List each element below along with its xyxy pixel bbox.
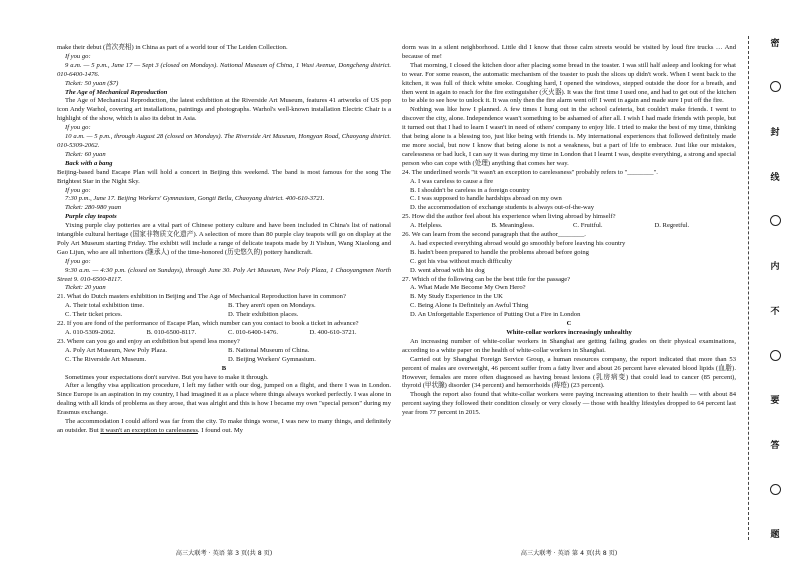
option[interactable]: D. Beijing Workers' Gymnasium. (228, 355, 316, 363)
right-column (402, 44, 736, 418)
event-heading: The Age of Mechanical Reproduction (65, 88, 168, 96)
option[interactable]: B. My Study Experience in the UK (410, 293, 503, 301)
seal-char: 封 (770, 127, 780, 138)
option[interactable]: D. the accommodation of exchange students is always out-of-the-way (410, 204, 595, 212)
option[interactable]: A. Poly Art Museum, New Poly Plaza. (65, 346, 168, 354)
paragraph: Beijing-based band Escape Plan will hold a concert in Beijing this weekend. The band is most famous for the song The Brightest Star in the Night Sky. (57, 168, 391, 185)
option[interactable]: A. I was careless to cause a fire (410, 177, 494, 185)
option[interactable]: B. National Museum of China. (228, 346, 310, 354)
option[interactable]: C. Their ticket prices. (65, 311, 123, 319)
option[interactable]: A. Their total exhibition time. (65, 302, 144, 310)
option[interactable]: A. Helpless. (410, 222, 443, 230)
seal-char: 密 (770, 39, 780, 49)
option[interactable]: C. got his visa without much difficulty (410, 257, 512, 265)
circle-icon (770, 484, 781, 495)
paragraph: That morning, I closed the kitchen door after placing some bread in the toaster. I was still half asleep and looking for what to wear. For some reason, the automatic mechanism of the toaster to push the slices up didn't work. When I went back to the kitchen, it was full of thick white smoke. Coughing hard, I opened the windows, stepped outside the door for a breath, and then went in again to reach for the fire extinguisher (灭火器). It was the first time I used one, and had to get out of the kitchen to be able to see how to unlock it. It was only then the fire alarm went off! I went in again and made sure I put off the fire. (402, 61, 736, 105)
section-c-heading: C (566, 320, 572, 328)
event-heading: Purple clay teapots (65, 213, 117, 221)
option[interactable]: C. Being Alone Is Definitely an Awful Thing (410, 302, 529, 310)
seal-char: 题 (770, 529, 780, 540)
circle-icon (770, 350, 781, 361)
ticket: Ticket: 20 yuan (65, 284, 106, 292)
passage-title: White-collar workers increasingly unhealthy (506, 329, 632, 336)
ticket: Ticket: 50 yuan ($7) (65, 79, 119, 87)
seal-char: 要 (770, 395, 780, 406)
paragraph: make their debut (首次亮相) in China as part of a world tour of The Leiden Collection. (57, 44, 288, 51)
option[interactable]: B. Meaningless. (491, 222, 535, 230)
options-23 (57, 347, 391, 365)
options-26 (402, 240, 736, 276)
text: . I found out. My (197, 426, 243, 434)
paragraph: dorm was in a silent neighborhood. Little did I know that those calm streets would be visited by loud fire trucks … And because of me! (402, 44, 736, 60)
options-22 (57, 329, 391, 338)
if-you-go: If you go: (65, 52, 91, 60)
left-column (57, 44, 391, 436)
seal-char: 线 (770, 173, 780, 184)
underlined-phrase: it wasn't an exception to carelessness (100, 426, 198, 434)
question-22: 22. If you are fond of the performance of Escape Plan, which number can you contact to book a ticket in advance? (57, 320, 359, 328)
paragraph (57, 418, 391, 436)
section-b-heading: B (221, 364, 227, 372)
option[interactable]: B. I shouldn't be careless in a foreign country (410, 186, 530, 194)
event-heading: Back with a bang (65, 159, 113, 167)
text: The accommodation I could afford was far from the city. To make things worse, I was new to many things, and definitely an outsider. But (57, 418, 391, 434)
question-23: 23. Where can you go and enjoy an exhibition but spend less money? (57, 337, 240, 345)
option[interactable]: D. An Unforgettable Experience of Putting Out a Fire in London (410, 311, 581, 319)
page-footer-right: 高三大联考 · 英语 第 4 页(共 8 页) (520, 550, 618, 557)
question-25: 25. How did the author feel about his experience when living abroad by himself? (402, 213, 616, 221)
event-info: 10 a.m. — 5 p.m., through August 28 (closed on Mondays). The Riverside Art Museum, Hongyan Road, Chaoyang district. 010-5309-2062. (57, 133, 391, 149)
seal-char: 内 (770, 261, 780, 272)
if-you-go: If you go: (65, 257, 91, 265)
option[interactable]: B. hadn't been prepared to handle the problems abroad before going (410, 248, 589, 256)
event-info: 9 a.m. — 5 p.m., June 17 — Sept 3 (closed on Mondays). National Museum of China, 1 Wusi Avenue, Dongcheng district. 010-6400-1476. (57, 61, 391, 78)
binding-line (748, 36, 749, 540)
seal-strip (762, 36, 788, 540)
option[interactable]: C. The Riverside Art Museum. (65, 355, 147, 363)
if-you-go: If you go: (65, 124, 91, 132)
circle-icon (770, 81, 781, 92)
option[interactable]: C. 010-6400-1476. (228, 329, 279, 336)
option[interactable]: A. had expected everything abroad would go smoothly before leaving his country (410, 239, 626, 247)
if-you-go: If you go: (65, 186, 91, 194)
option[interactable]: D. Regretful. (654, 222, 690, 230)
question-26: 26. We can learn from the second paragraph that the author________. (402, 231, 586, 239)
question-21: 21. What do Dutch masters exhibition in Beijing and The Age of Mechanical Reproduction have in common? (57, 293, 346, 301)
paragraph: After a lengthy visa application procedure, I left my father with our dog, jumped on a flight, and there I was in London. Since Europe is an aspiration in my country, I had imagined it as a place where things always worked perfectly. I was alone in dealing with all kinds of problems as they arose, that was alright and this is how I became my own "special person" during my Erasmus exchange. (57, 382, 391, 417)
option[interactable]: D. Their exhibition places. (228, 311, 299, 319)
circle-icon (770, 215, 781, 226)
option[interactable]: D. 400-610-3721. (309, 329, 357, 336)
options-25 (402, 222, 736, 231)
paragraph: An increasing number of white-collar workers in Shanghai are getting failing grades on their physical examinations, according to a white paper on the health of white-collar workers in Shanghai. (402, 337, 736, 354)
option[interactable]: B. They aren't open on Mondays. (228, 302, 316, 310)
option[interactable]: C. Fruitful. (573, 222, 603, 230)
option[interactable]: A. 010-5309-2062. (65, 329, 116, 336)
ticket: Ticket: 280-980 yuan (65, 204, 122, 212)
options-27 (402, 284, 736, 320)
ticket: Ticket: 60 yuan (65, 150, 106, 158)
page-footer-left: 高三大联考 · 英语 第 3 页(共 8 页) (175, 550, 273, 557)
event-info: 7:30 p.m., June 17. Beijing Workers' Gymnasium, Gongti Beilu, Chaoyang district. 400-610-3721. (65, 195, 325, 203)
paragraph: Yixing purple clay potteries are a vital part of Chinese pottery culture and have been included in China's list of national intangible cultural heritage (国家非物质文化遗产). A selection of more than 80 purple clay teapots will go on display at the Poly Art Museum starting Friday. The exhibit will include a range of delicate teapots made by Ji Yishun, Wang Xiaolong and Gao Lijun, who are all inheritors (继承人) of the time-honored (历史悠久的) pottery handicraft. (57, 222, 391, 256)
option[interactable]: C. I was supposed to handle hardships abroad on my own (410, 195, 562, 203)
options-24 (402, 178, 736, 214)
paragraph: Nothing was like how I planned. A few times I hung out in the school cafeteria, but couldn't make friends. I went to discover the city, alone. Independence wasn't something to be ashamed of after all. I wish I had made friends with people, but it turned out that I had to learn I wasn't in need of others' company to enjoy life. I tried to make the best of my time, thinking that being alone is a blessing too, just like being with friends is. My international experiences that followed definitely made me more social, but now I know that being alone is not a weakness, but a part of life to embrace. Just like our mistakes, carelessness or bad luck, I can say it was during my time in London that I learnt I was, despite everything, a strong and special person who can cope with (处理) anything that comes her way. (402, 106, 736, 167)
question-27: 27. Which of the following can be the best title for the passage? (402, 275, 571, 283)
event-info: 9:30 a.m. — 4:30 p.m. (closed on Sundays), through June 30. Poly Art Museum, New Poly Plaza, 1 Chaoyangmen North Street 9. 010-6500-8117. (57, 266, 391, 283)
option[interactable]: D. went abroad with his dog (410, 266, 485, 274)
options-21 (57, 302, 391, 320)
paragraph: The Age of Mechanical Reproduction, the latest exhibition at the Riverside Art Museum, features 41 artworks of US pop icon Andy Warhol, covering art installations, paintings and photographs. Warhol's well-known installation Electric Chair is a highlight of the show, which is also its debut in Asia. (57, 97, 391, 123)
option[interactable]: B. 010-6500-8117. (146, 329, 197, 336)
paragraph: Sometimes your expectations don't survive. But you have to make it through. (65, 373, 269, 381)
seal-char: 答 (770, 441, 780, 452)
paragraph: Carried out by Shanghai Foreign Service Group, a human resources company, the report indicated that more than 53 percent of males are overweight, 46 percent suffer from a fatty liver and about 26 percent have elevated blood lipids (血脂). However, females are more often diagnosed as having breast lesions (乳房病变) that could lead to cancer (85 percent), thyroid (甲状腺) disorder (34 percent) and hemorrhoids (痔疮) (23 percent). (402, 355, 736, 390)
question-24: 24. The underlined words "it wasn't an exception to carelessness" probably refers to "________". (402, 168, 658, 176)
seal-char: 不 (770, 307, 780, 318)
paragraph: Though the report also found that white-collar workers were paying increasing attention to their health — with about 84 percent saying they followed their condition closely or very closely — those with healthy lifestyles dropped to 64 percent last year from 77 percent in 2015. (402, 391, 736, 417)
option[interactable]: A. What Made Me Become My Own Hero? (410, 284, 526, 292)
